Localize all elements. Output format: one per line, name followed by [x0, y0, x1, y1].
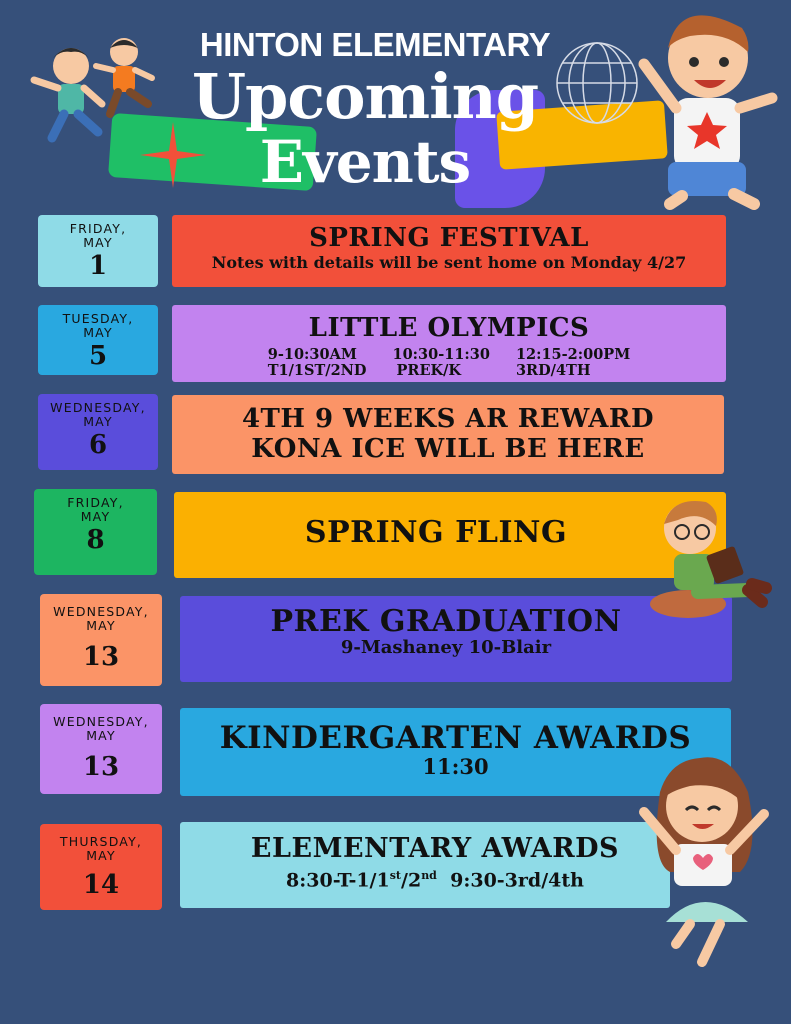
event-subtitle: 9-Mashaney 10-Blair [340, 637, 552, 658]
school-name: HINTON ELEMENTARY [199, 26, 551, 63]
event-month: MAY [80, 509, 111, 524]
event-month: MAY [83, 235, 113, 250]
event-title: PREK GRADUATION [270, 604, 622, 639]
event-date-tile [40, 824, 162, 910]
event-day: 5 [88, 341, 108, 371]
page-title-upcoming: Upcoming [191, 60, 539, 133]
event-subtitle [200, 864, 670, 892]
jumping-boy-illustration [630, 0, 791, 240]
schedule-group: 3RD/4TH [515, 362, 591, 379]
event-box [180, 822, 670, 908]
event-day: 1 [88, 251, 108, 281]
jumping-girl-illustration [630, 752, 780, 974]
schedule-time: 12:15-2:00PM [515, 346, 631, 363]
event-box [172, 215, 726, 287]
ordinal-suffix: st [389, 869, 402, 882]
event-day: 8 [86, 525, 105, 555]
schedule-slot [268, 347, 367, 379]
event-month: MAY [86, 728, 116, 743]
reading-boy-illustration [648, 496, 776, 620]
page-title-events: Events [259, 128, 471, 196]
event-weekday: FRIDAY, [67, 495, 124, 510]
event-title: SPRING FESTIVAL [309, 223, 589, 253]
schedule-group: T1/1ST/2ND [267, 362, 367, 379]
event-subtitle-part: 9:30-3rd/4th [436, 869, 584, 892]
schedule-slot [393, 347, 490, 379]
event-month: MAY [86, 848, 116, 863]
running-kids-illustration [16, 36, 166, 151]
event-date-tile [38, 305, 158, 375]
event-date-tile [40, 704, 162, 794]
event-subtitle: 11:30 [422, 754, 489, 779]
event-weekday: TUESDAY, [62, 311, 134, 326]
event-date-tile [40, 594, 162, 686]
event-title-line2: KONA ICE WILL BE HERE [251, 434, 645, 464]
event-title: SPRING FLING [304, 515, 568, 550]
schedule-group: PREK/K [396, 362, 462, 379]
event-weekday: WEDNESDAY, [50, 400, 146, 415]
event-weekday: THURSDAY, [59, 834, 143, 849]
event-title: LITTLE OLYMPICS [308, 313, 590, 343]
event-title: ELEMENTARY AWARDS [250, 833, 620, 864]
schedule-time: 10:30-11:30 [392, 346, 490, 363]
event-subtitle: Notes with details will be sent home on Monday 4/27 [211, 253, 687, 272]
event-box [174, 492, 726, 578]
event-month: MAY [83, 325, 113, 340]
event-subtitle-part: 8:30-T-1/1 [286, 869, 390, 892]
event-box [172, 305, 726, 382]
event-date-tile [38, 394, 158, 470]
ordinal-suffix: nd [421, 869, 437, 882]
event-date-tile [34, 489, 157, 575]
event-weekday: WEDNESDAY, [53, 714, 149, 729]
schedule-time: 9-10:30AM [267, 346, 357, 363]
event-month: MAY [83, 414, 113, 429]
event-box [172, 395, 724, 474]
event-weekday: WEDNESDAY, [53, 604, 149, 619]
event-day: 13 [82, 752, 120, 782]
event-date-tile [38, 215, 158, 287]
event-title-line1: 4TH 9 WEEKS AR REWARD [241, 404, 655, 434]
event-schedule [172, 347, 726, 379]
event-month: MAY [86, 618, 116, 633]
event-weekday: FRIDAY, [69, 221, 127, 236]
event-subtitle-part: /2 [401, 869, 422, 892]
event-day: 14 [82, 870, 120, 900]
event-day: 13 [82, 642, 120, 672]
schedule-slot [516, 347, 630, 379]
event-day: 6 [88, 430, 108, 460]
event-title: KINDERGARTEN AWARDS [219, 720, 692, 756]
